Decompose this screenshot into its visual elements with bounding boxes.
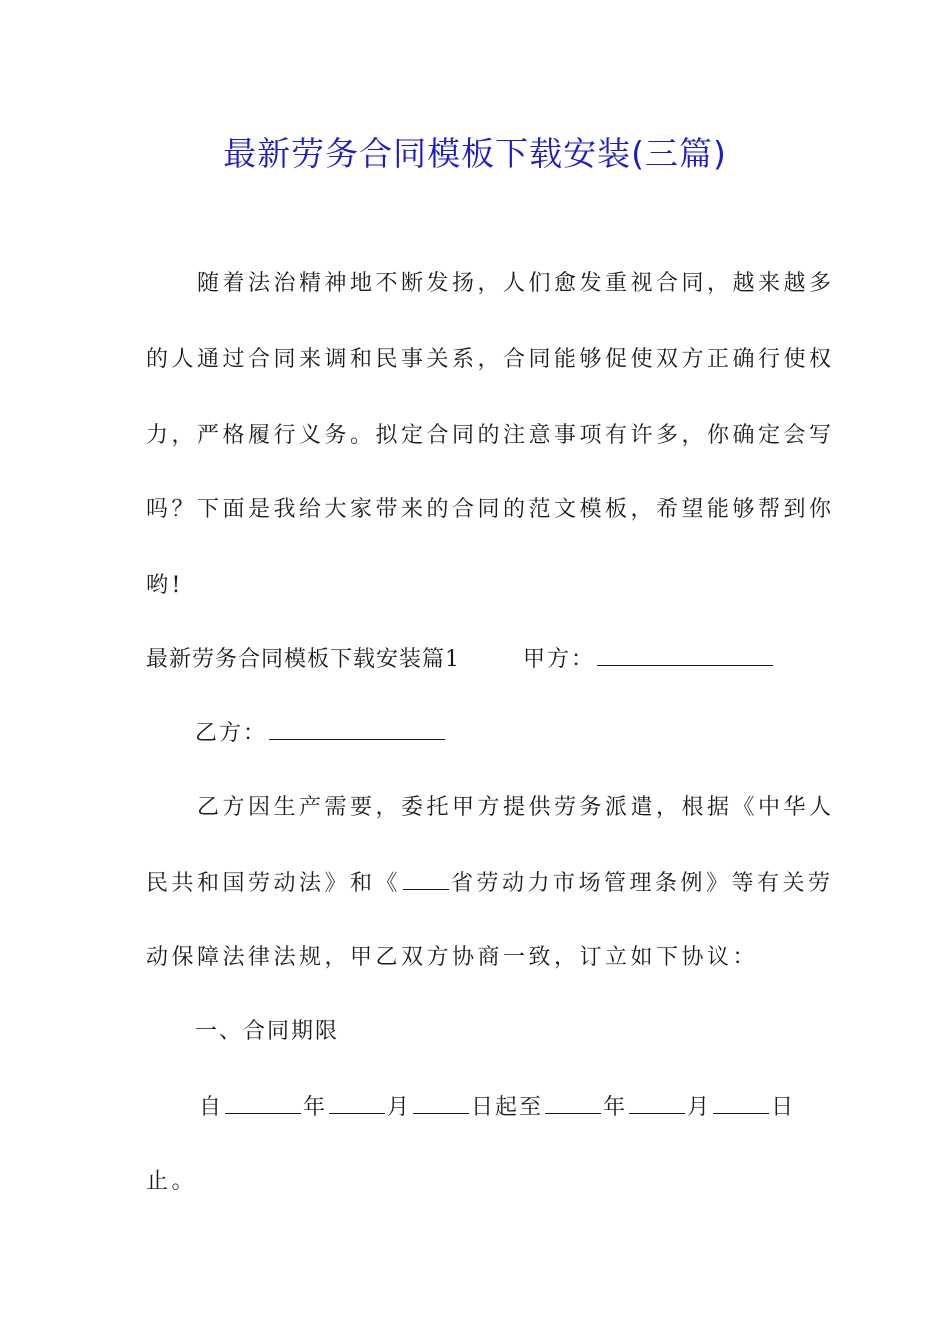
document-title: 最新劳务合同模板下载安装(三篇) [223, 134, 727, 173]
party-b-blank [269, 715, 445, 740]
party-b-line [195, 714, 447, 754]
party-a-blank [597, 641, 773, 666]
body-line-2-end: 省劳动力市场管理条例》等有关劳 [451, 871, 834, 896]
province-blank [403, 865, 449, 890]
body-line-2-start: 民共和国劳动法》和《 [146, 871, 402, 896]
end-year-blank [545, 1089, 601, 1114]
section-heading: 最新劳务合同模板下载安装篇1 [146, 647, 460, 672]
term-day-to-label: 日起至 [471, 1095, 544, 1120]
intro-line-5: 哟! [146, 573, 184, 598]
clause-1-heading: 一、合同期限 [195, 1019, 340, 1044]
body-line-1: 乙方因生产需要，委托甲方提供劳务派遣，根据《中华人 [197, 795, 835, 820]
start-month-blank [329, 1089, 385, 1114]
term-from: 自 [199, 1095, 224, 1120]
intro-line-3: 力，严格履行义务。拟定合同的注意事项有许多，你确定会写 [146, 423, 835, 448]
body-line-3: 动保障法律法规，甲乙双方协商一致，订立如下协议： [146, 945, 759, 970]
term-end: 止。 [146, 1169, 198, 1194]
start-day-blank [413, 1089, 469, 1114]
term-month2-label: 月 [687, 1095, 712, 1120]
end-month-blank [629, 1089, 685, 1114]
end-day-blank [713, 1089, 769, 1114]
party-a-label: 甲方： [523, 647, 596, 672]
intro-line-2: 的人通过合同来调和民事关系，合同能够促使双方正确行使权 [146, 347, 835, 372]
start-year-blank [225, 1089, 301, 1114]
section-heading-line [146, 640, 460, 680]
term-year-label: 年 [303, 1095, 328, 1120]
party-b-label: 乙方： [195, 721, 268, 746]
term-month-label: 月 [387, 1095, 412, 1120]
intro-line-4: 吗？下面是我给大家带来的合同的范文模板，希望能够帮到你 [146, 497, 835, 522]
term-line [199, 1088, 795, 1128]
term-day-end-label: 日 [771, 1095, 796, 1120]
intro-line-1: 随着法治精神地不断发扬，人们愈发重视合同，越来越多 [197, 271, 835, 296]
body-line-2 [146, 864, 834, 904]
party-a-line [523, 640, 775, 680]
term-year2-label: 年 [603, 1095, 628, 1120]
